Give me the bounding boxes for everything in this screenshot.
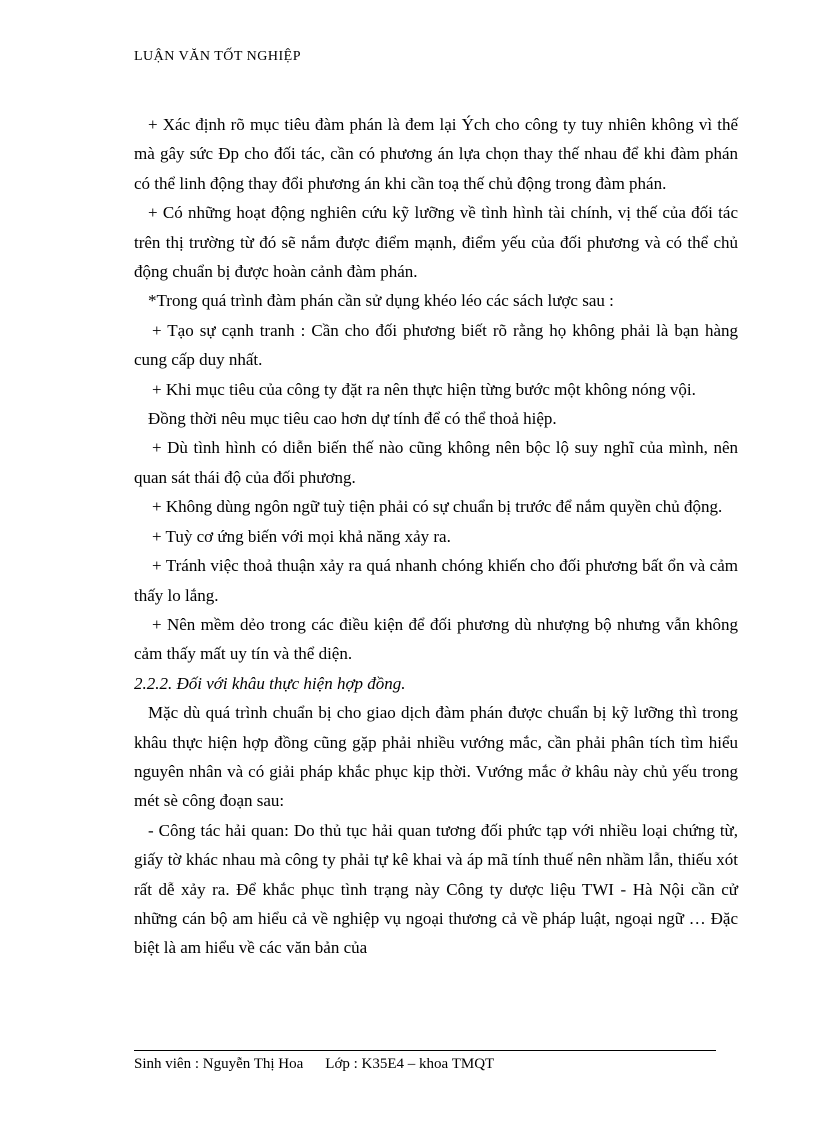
footer-class: Lớp : K35E4 – khoa TMQT [325, 1056, 495, 1072]
paragraph-goal: + Xác định rõ mục tiêu đàm phán là đem lại Ých cho công ty tuy nhiên không vì thế mà gây sức Đp cho đối tác, cần có phương án lựa chọn thay thế nhau để khi đàm phán có thể linh động thay đổi phương án khi cần toạ thế chủ động trong đàm phán. [134, 115, 738, 193]
document-body [134, 110, 738, 963]
paragraph-contract-issues: Mặc dù quá trình chuẩn bị cho giao dịch đàm phán được chuẩn bị kỹ lưỡng thì trong khâu thực hiện hợp đồng cũng gặp phải nhiều vướng mắc, cần phải phân tích tìm hiểu nguyên nhân và có giải pháp khắc phục kịp thời. Vướng mắc ở khâu này chủ yếu trong mét sè công đoạn sau: [134, 703, 738, 811]
section-heading: 2.2.2. Đối với khâu thực hiện hợp đồng. [134, 673, 406, 693]
paragraph-competition: + Tạo sự cạnh tranh : Cần cho đối phương biết rõ rằng họ không phải là bạn hàng cung cấp duy nhất. [134, 320, 738, 370]
paragraph-compromise: Đồng thời nêu mục tiêu cao hơn dự tính để có thể thoả hiệp. [148, 409, 557, 429]
paragraph-step-by-step: + Khi mục tiêu của công ty đặt ra nên thực hiện từng bước một không nóng vội. [152, 379, 696, 399]
paragraph-research: + Có những hoạt động nghiên cứu kỹ lưỡng về tình hình tài chính, vị thế của đối tác trên thị trường từ đó sẽ nắm được điểm mạnh, điểm yếu của đối phương và có thể chủ động chuẩn bị được hoàn cảnh đàm phán. [134, 203, 738, 282]
paragraph-observe: + Dù tình hình có diễn biến thế nào cũng không nên bộc lộ suy nghĩ của mình, nên quan sát thái độ của đối phương. [134, 438, 738, 487]
paragraph-language: + Không dùng ngôn ngữ tuỳ tiện phải có sự chuẩn bị trước để nắm quyền chủ động. [152, 497, 723, 517]
paragraph-tactics-intro: *Trong quá trình đàm phán cần sử dụng khéo léo các sách lược sau : [148, 291, 614, 311]
paragraph-adapt: + Tuỳ cơ ứng biến với mọi khả năng xảy ra. [152, 526, 451, 546]
paragraph-pace: + Tránh việc thoả thuận xảy ra quá nhanh chóng khiến cho đối phương bất ổn và cảm thấy lo lắng. [134, 556, 738, 605]
page-footer [134, 1056, 494, 1073]
page-header: LUẬN VĂN TỐT NGHIỆP [134, 49, 301, 64]
footer-divider [134, 1050, 716, 1051]
paragraph-customs: - Công tác hải quan: Do thủ tục hải quan tương đối phức tạp với nhiều loại chứng từ, giấy tờ khác nhau mà công ty phải tự kê khai và áp mã tính thuế nên nhầm lẫn, thiếu xót rất dễ xảy ra. Để khắc phục tình trạng này Công ty dược liệu TWI - Hà Nội cần cử những cán bộ am hiểu cả về nghiệp vụ ngoại thương cả về pháp luật, ngoại ngữ … Đặc biệt là am hiểu về các văn bản của [134, 820, 738, 958]
paragraph-flexible: + Nên mềm dẻo trong các điều kiện để đối phương dù nhượng bộ nhưng vẫn không cảm thấy mất uy tín và thể diện. [134, 614, 738, 664]
footer-student: Sinh viên : Nguyễn Thị Hoa [134, 1056, 304, 1072]
